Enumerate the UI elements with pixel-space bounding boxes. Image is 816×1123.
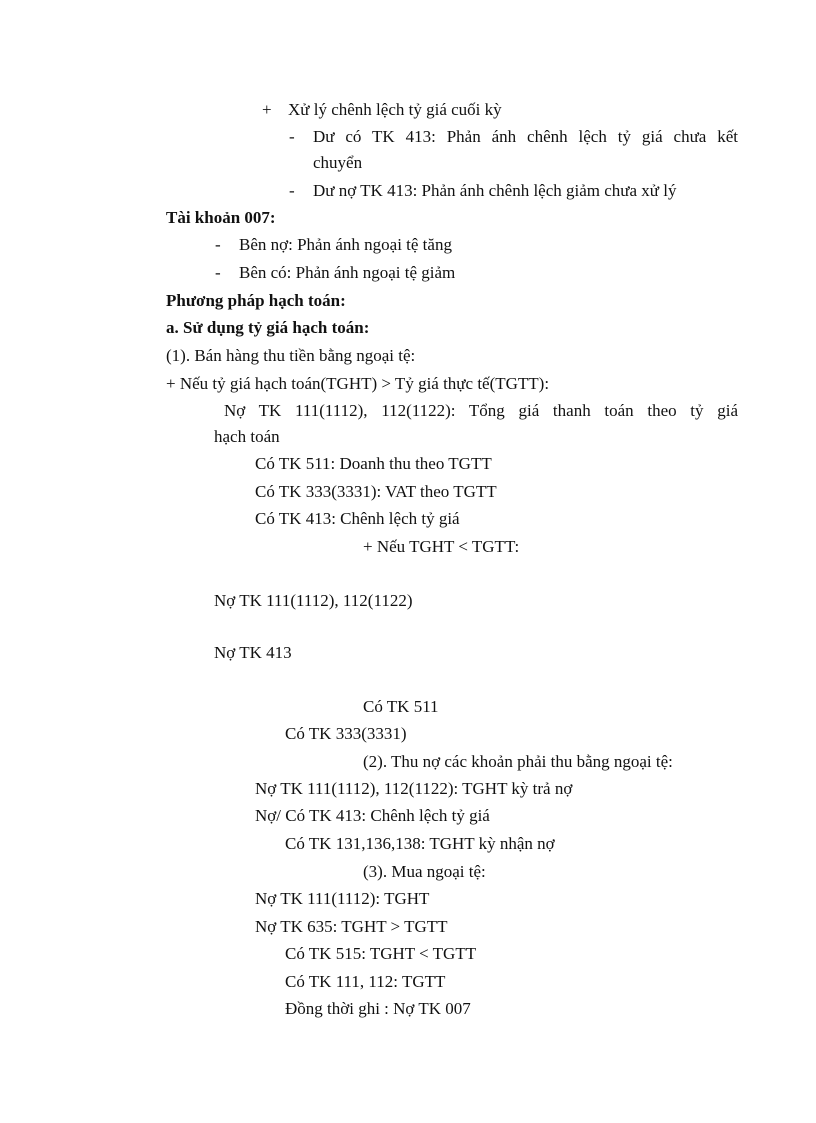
case3-title: (3). Mua ngoại tệ:: [363, 862, 486, 881]
case3-line1: Nợ TK 111(1112): TGHT: [255, 889, 430, 908]
account-007-title: Tài khoản 007:: [166, 208, 276, 227]
dash-bullet: -: [289, 181, 295, 200]
case1-debit-line: Nợ TK 111(1112), 112(1122): Tổng giá thanh toán theo tỷ giá: [224, 401, 738, 420]
credit-side-item: Bên có: Phản ánh ngoại tệ giảm: [239, 263, 456, 282]
exchange-heading: Xử lý chênh lệch tỷ giá cuối kỳ: [288, 100, 502, 119]
credit-balance-line: Dư có TK 413: Phản ánh chênh lệch tỷ giá chưa kết: [313, 127, 738, 146]
dash-bullet: -: [215, 235, 221, 254]
case3-line5: Đồng thời ghi : Nợ TK 007: [285, 999, 471, 1018]
case1-debit-413: Nợ TK 413: [214, 643, 292, 662]
dash-bullet: -: [289, 127, 295, 146]
case1-credit-3331: Có TK 333(3331): VAT theo TGTT: [255, 482, 497, 501]
case2-line2: Nợ/ Có TK 413: Chênh lệch tỷ giá: [255, 806, 490, 825]
case1-credit-3331b: Có TK 333(3331): [285, 724, 407, 743]
case1-debit-continuation: hạch toán: [214, 427, 280, 446]
debit-balance-line: Dư nợ TK 413: Phản ánh chênh lệch giảm chưa xử lý: [313, 181, 677, 200]
method-subtitle: a. Sử dụng tỷ giá hạch toán:: [166, 318, 370, 337]
case2-title: (2). Thu nợ các khoản phải thu bằng ngoại tệ:: [363, 752, 673, 771]
case2-line1: Nợ TK 111(1112), 112(1122): TGHT kỳ trả nợ: [255, 779, 573, 798]
case2-line3: Có TK 131,136,138: TGHT kỳ nhận nợ: [285, 834, 555, 853]
debit-side-item: Bên nợ: Phản ánh ngoại tệ tăng: [239, 235, 452, 254]
dash-bullet: -: [215, 263, 221, 282]
case1-debit-111-112: Nợ TK 111(1112), 112(1122): [214, 591, 413, 610]
credit-balance-continuation: chuyển: [313, 153, 363, 172]
case3-line4: Có TK 111, 112: TGTT: [285, 972, 446, 991]
case3-line3: Có TK 515: TGHT < TGTT: [285, 944, 477, 963]
case3-line2: Nợ TK 635: TGHT > TGTT: [255, 917, 448, 936]
case1-condition2: + Nếu TGHT < TGTT:: [363, 537, 520, 556]
case1-condition1: + Nếu tỷ giá hạch toán(TGHT) > Tỷ giá thực tế(TGTT):: [166, 374, 550, 393]
case1-credit-413: Có TK 413: Chênh lệch tỷ giá: [255, 509, 460, 528]
case1-credit-511b: Có TK 511: [363, 697, 439, 716]
case1-credit-511: Có TK 511: Doanh thu theo TGTT: [255, 454, 492, 473]
method-title: Phương pháp hạch toán:: [166, 291, 346, 310]
case1-title: (1). Bán hàng thu tiền bằng ngoại tệ:: [166, 346, 416, 365]
plus-bullet: +: [262, 100, 272, 119]
